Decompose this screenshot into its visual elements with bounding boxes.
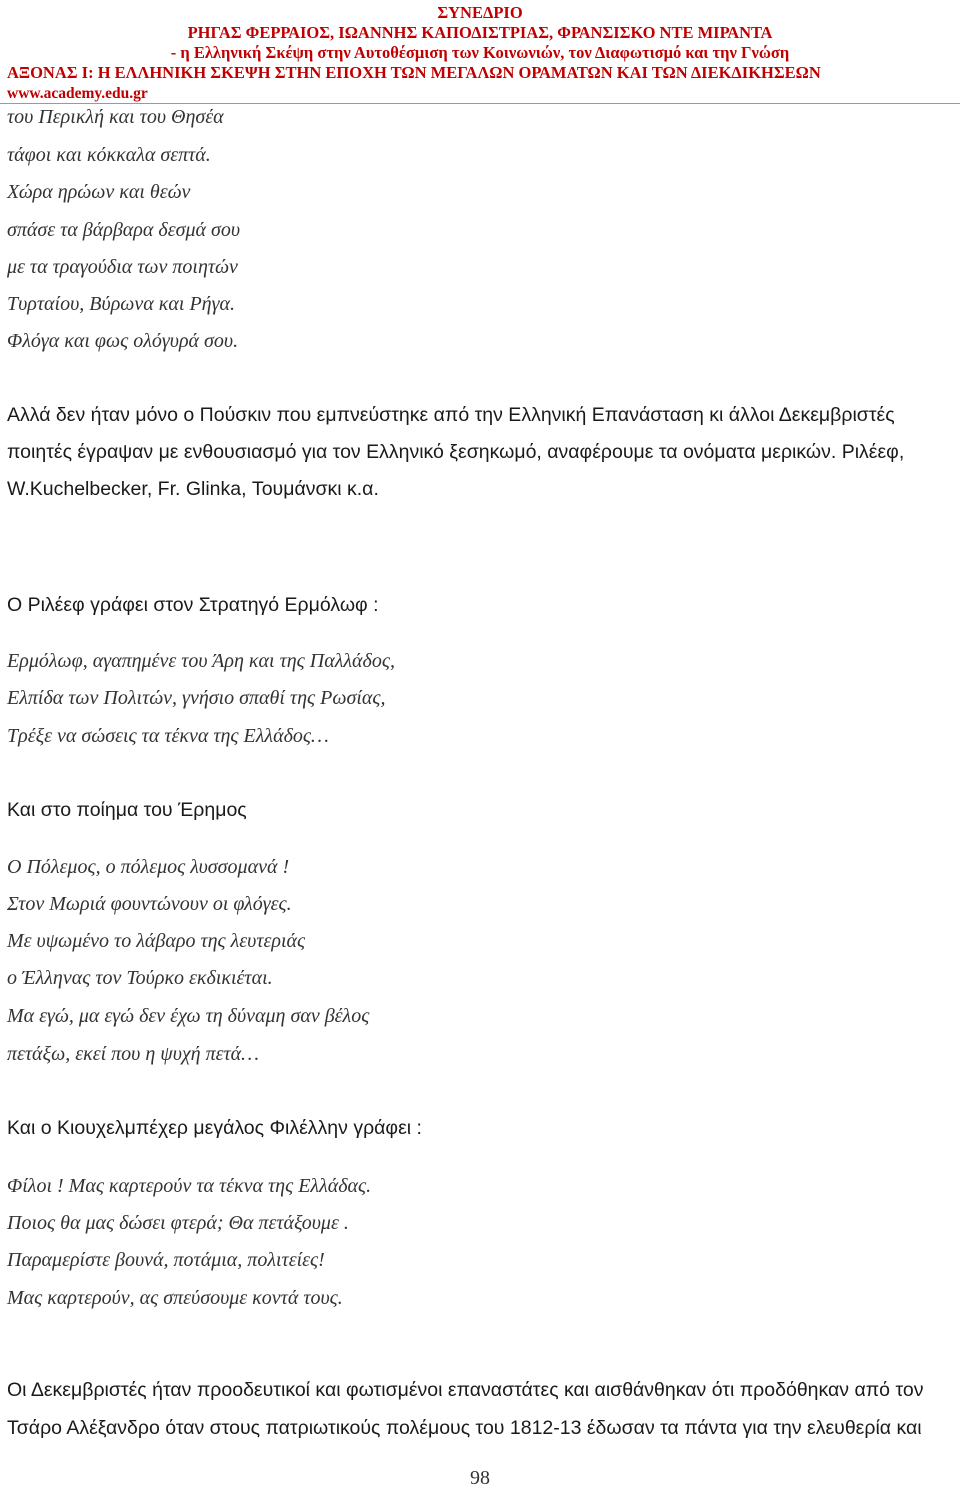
- poem-line: Φίλοι ! Μας καρτερούν τα τέκνα της Ελλάδας.: [7, 1175, 372, 1197]
- kiuchel-intro: Και ο Κιουχελμπέχερ μεγάλος Φιλέλλην γράφει :: [7, 1117, 422, 1139]
- poem-line: Ερμόλωφ, αγαπημένε του Άρη και της Παλλάδος,: [7, 650, 395, 672]
- header-rule: [0, 103, 960, 104]
- poem-line: Τρέξε να σώσεις τα τέκνα της Ελλάδος…: [7, 725, 329, 747]
- rileev-intro: Ο Ριλέεφ γράφει στον Στρατηγό Ερμόλωφ :: [7, 594, 379, 616]
- poem-line: ο Έλληνας τον Τούρκο εκδικιέται.: [7, 967, 273, 989]
- paragraph-line: Οι Δεκεμβριστές ήταν προοδευτικοί και φωτισμένοι επαναστάτες και αισθάνθηκαν ότι προδόθηκαν από τον: [7, 1379, 924, 1401]
- poem-line: Με υψωμένο το λάβαρο της λευτεριάς: [7, 930, 306, 952]
- page-number: 98: [470, 1467, 490, 1489]
- poem-line: σπάσε τα βάρβαρα δεσμά σου: [7, 219, 241, 241]
- conference-axis: ΑΞΟΝΑΣ Ι: Η ΕΛΛΗΝΙΚΗ ΣΚΕΨΗ ΣΤΗΝ ΕΠΟΧΗ ΤΩΝ ΜΕΓΑΛΩΝ ΟΡΑΜΑΤΩΝ ΚΑΙ ΤΩΝ ΔΙΕΚΔΙΚΗΣΕΩΝ: [7, 63, 821, 82]
- poem-line: πετάξω, εκεί που η ψυχή πετά…: [7, 1043, 259, 1065]
- poem-line: Ποιος θα μας δώσει φτερά; Θα πετάξουμε .: [7, 1212, 349, 1234]
- conference-tagline: - η Ελληνική Σκέψη στην Αυτοθέσμιση των Κοινωνιών, τον Διαφωτισμό και την Γνώση: [170, 43, 790, 62]
- poem-line: Μας καρτερούν, ας σπεύσουμε κοντά τους.: [7, 1287, 343, 1309]
- paragraph-line: Αλλά δεν ήταν μόνο ο Πούσκιν που εμπνεύστηκε από την Ελληνική Επανάσταση κι άλλοι Δεκεμβριστές: [7, 404, 895, 426]
- poem-line: Παραμερίστε βουνά, ποτάμια, πολιτείες!: [7, 1249, 325, 1271]
- poem-line: με τα τραγούδια των ποιητών: [7, 256, 238, 278]
- website-url: www.academy.edu.gr: [7, 85, 148, 102]
- paragraph-line: W.Kuchelbecker, Fr. Glinka, Τουμάνσκι κ.α.: [7, 478, 379, 500]
- poem-line: Μα εγώ, μα εγώ δεν έχω τη δύναμη σαν βέλος: [7, 1005, 370, 1027]
- poem-line: Χώρα ηρώων και θεών: [7, 181, 191, 203]
- paragraph-line: ποιητές έγραψαν με ενθουσιασμό για τον Ελληνικό ξεσηκωμό, αναφέρουμε τα ονόματα μερικών. Ριλέεφ,: [7, 441, 905, 463]
- poem-line: Ο Πόλεμος, ο πόλεμος λυσσομανά !: [7, 856, 290, 878]
- erimos-intro: Και στο ποίημα του Έρημος: [7, 799, 247, 821]
- poem-line: Τυρταίου, Βύρωνα και Ρήγα.: [7, 293, 235, 315]
- poem-line: του Περικλή και του Θησέα: [7, 106, 224, 128]
- paragraph-line: Τσάρο Αλέξανδρο όταν στους πατριωτικούς πολέμους του 1812-13 έδωσαν τα πάντα για την ελευθερία και: [7, 1417, 922, 1439]
- poem-line: Φλόγα και φως ολόγυρά σου.: [7, 330, 239, 352]
- poem-line: Ελπίδα των Πολιτών, γνήσιο σπαθί της Ρωσίας,: [7, 687, 386, 709]
- poem-line: τάφοι και κόκκαλα σεπτά.: [7, 144, 211, 166]
- poem-line: Στον Μωριά φουντώνουν οι φλόγες.: [7, 893, 292, 915]
- conference-subtitle: ΡΗΓΑΣ ΦΕΡΡΑΙΟΣ, ΙΩΑΝΝΗΣ ΚΑΠΟΔΙΣΤΡΙΑΣ, ΦΡΑΝΣΙΣΚΟ ΝΤΕ ΜΙΡΑΝΤΑ: [187, 23, 773, 42]
- conference-title: ΣΥΝΕΔΡΙΟ: [437, 3, 523, 22]
